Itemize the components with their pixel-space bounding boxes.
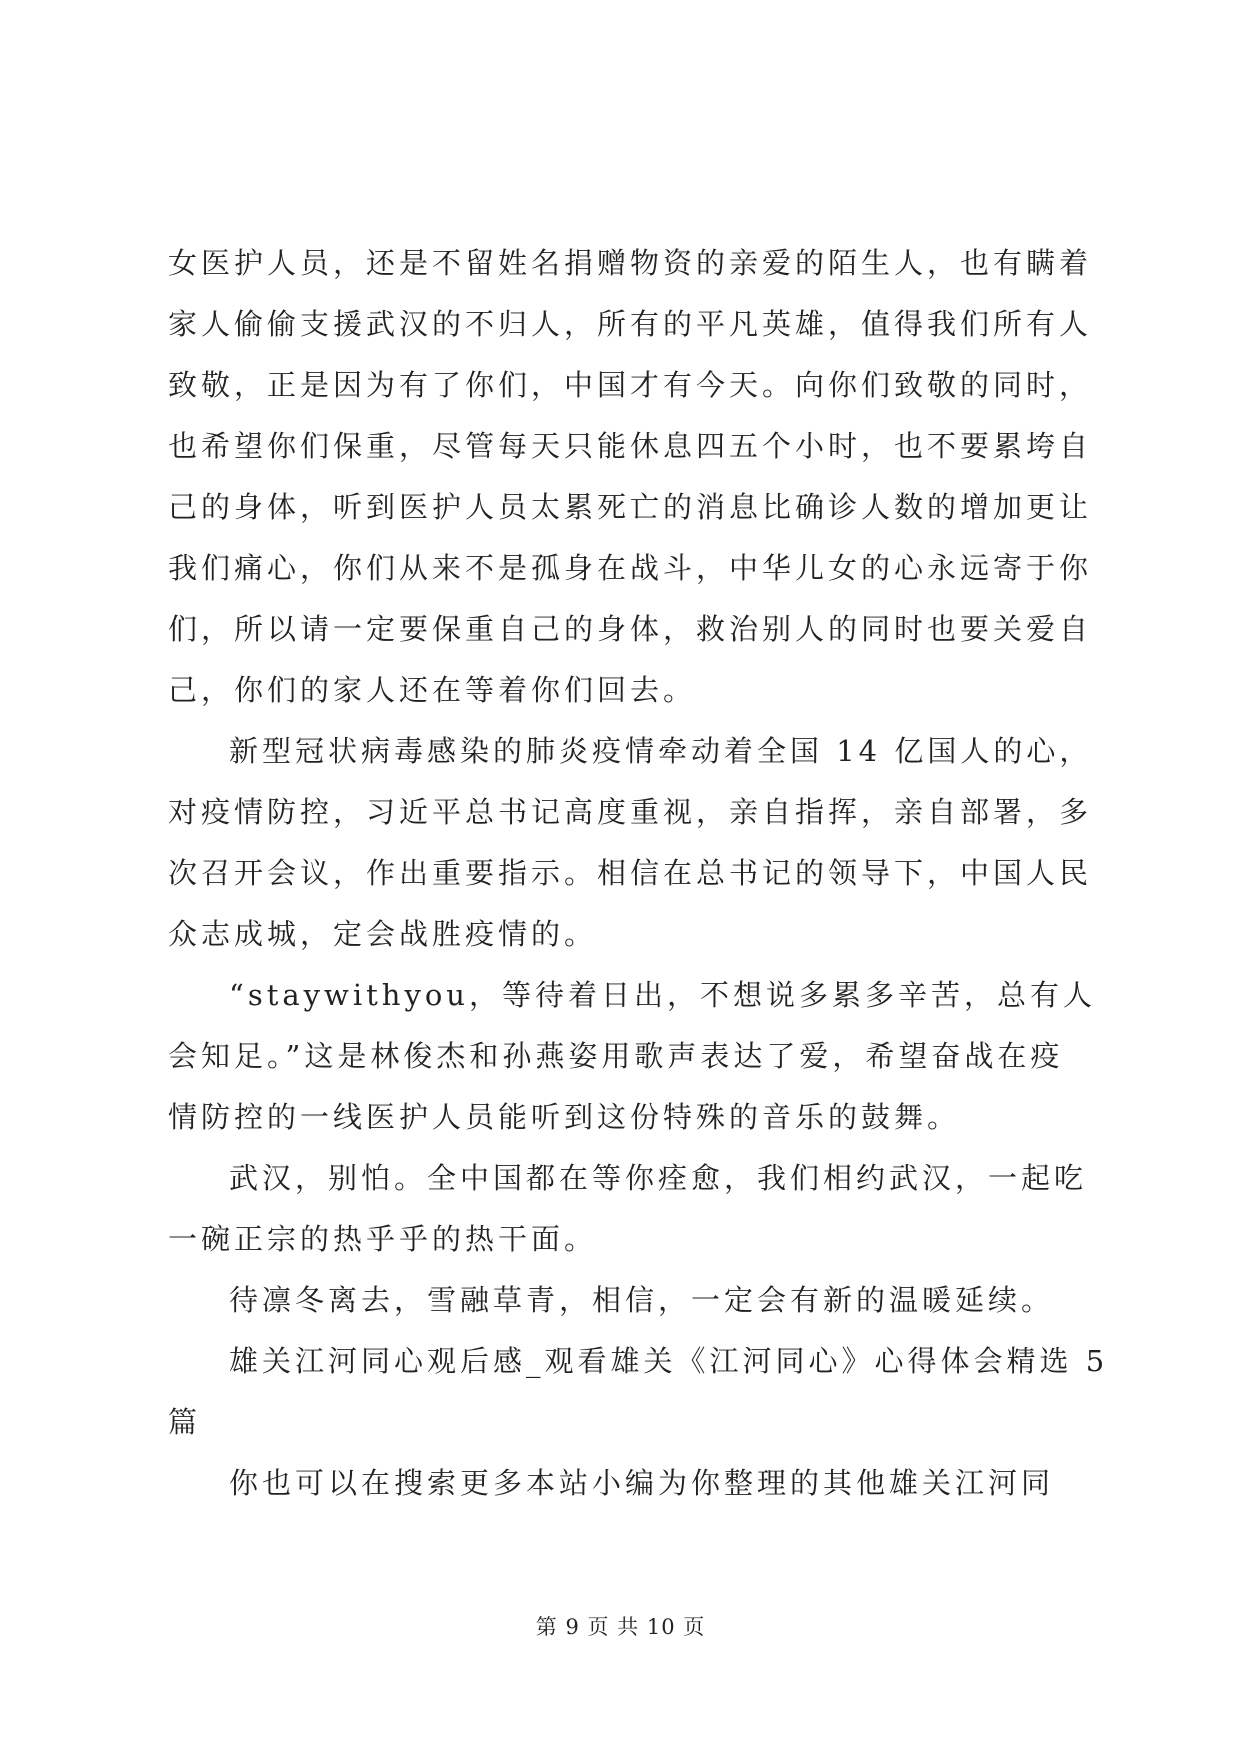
text-line: 们，所以请一定要保重自己的身体，救治别人的同时也要关爱自	[168, 612, 1093, 646]
text-line: 己的身体，听到医护人员太累死亡的消息比确诊人数的增加更让	[168, 490, 1093, 524]
text-line: 一碗正宗的热乎乎的热干面。	[168, 1222, 598, 1256]
text-line: 雄关江河同心观后感_观看雄关《江河同心》心得体会精选 5	[229, 1344, 1109, 1378]
text-line: 武汉，别怕。全中国都在等你痊愈，我们相约武汉，一起吃	[229, 1161, 1088, 1195]
text-line: 众志成城，定会战胜疫情的。	[168, 917, 598, 951]
page-footer: 第 9 页 共 10 页	[535, 1615, 706, 1639]
text-line: “staywithyou，等待着日出，不想说多累多辛苦，总有人	[229, 978, 1096, 1012]
text-line: 己，你们的家人还在等着你们回去。	[168, 673, 697, 707]
text-line: 致敬，正是因为有了你们，中国才有今天。向你们致敬的同时，	[168, 368, 1093, 402]
text-line: 情防控的一线医护人员能听到这份特殊的音乐的鼓舞。	[168, 1100, 961, 1134]
text-line: 次召开会议，作出重要指示。相信在总书记的领导下，中国人民	[168, 856, 1093, 890]
text-line: 会知足。”这是林俊杰和孙燕姿用歌声表达了爱，希望奋战在疫	[168, 1039, 1064, 1073]
text-line: 也希望你们保重，尽管每天只能休息四五个小时，也不要累垮自	[168, 429, 1093, 463]
text-line: 家人偷偷支援武汉的不归人，所有的平凡英雄，值得我们所有人	[168, 307, 1093, 341]
text-line: 新型冠状病毒感染的肺炎疫情牵动着全国 14 亿国人的心，	[229, 734, 1093, 768]
text-line: 对疫情防控，习近平总书记高度重视，亲自指挥，亲自部署，多	[168, 795, 1093, 829]
document-body	[168, 233, 1109, 1514]
text-line: 篇	[168, 1405, 202, 1439]
text-line: 你也可以在搜索更多本站小编为你整理的其他雄关江河同	[229, 1466, 1055, 1500]
text-line: 我们痛心，你们从来不是孤身在战斗，中华儿女的心永远寄于你	[168, 551, 1093, 585]
text-line: 待凛冬离去，雪融草青，相信，一定会有新的温暖延续。	[229, 1283, 1055, 1317]
text-line: 女医护人员，还是不留姓名捐赠物资的亲爱的陌生人，也有瞒着	[168, 246, 1093, 280]
